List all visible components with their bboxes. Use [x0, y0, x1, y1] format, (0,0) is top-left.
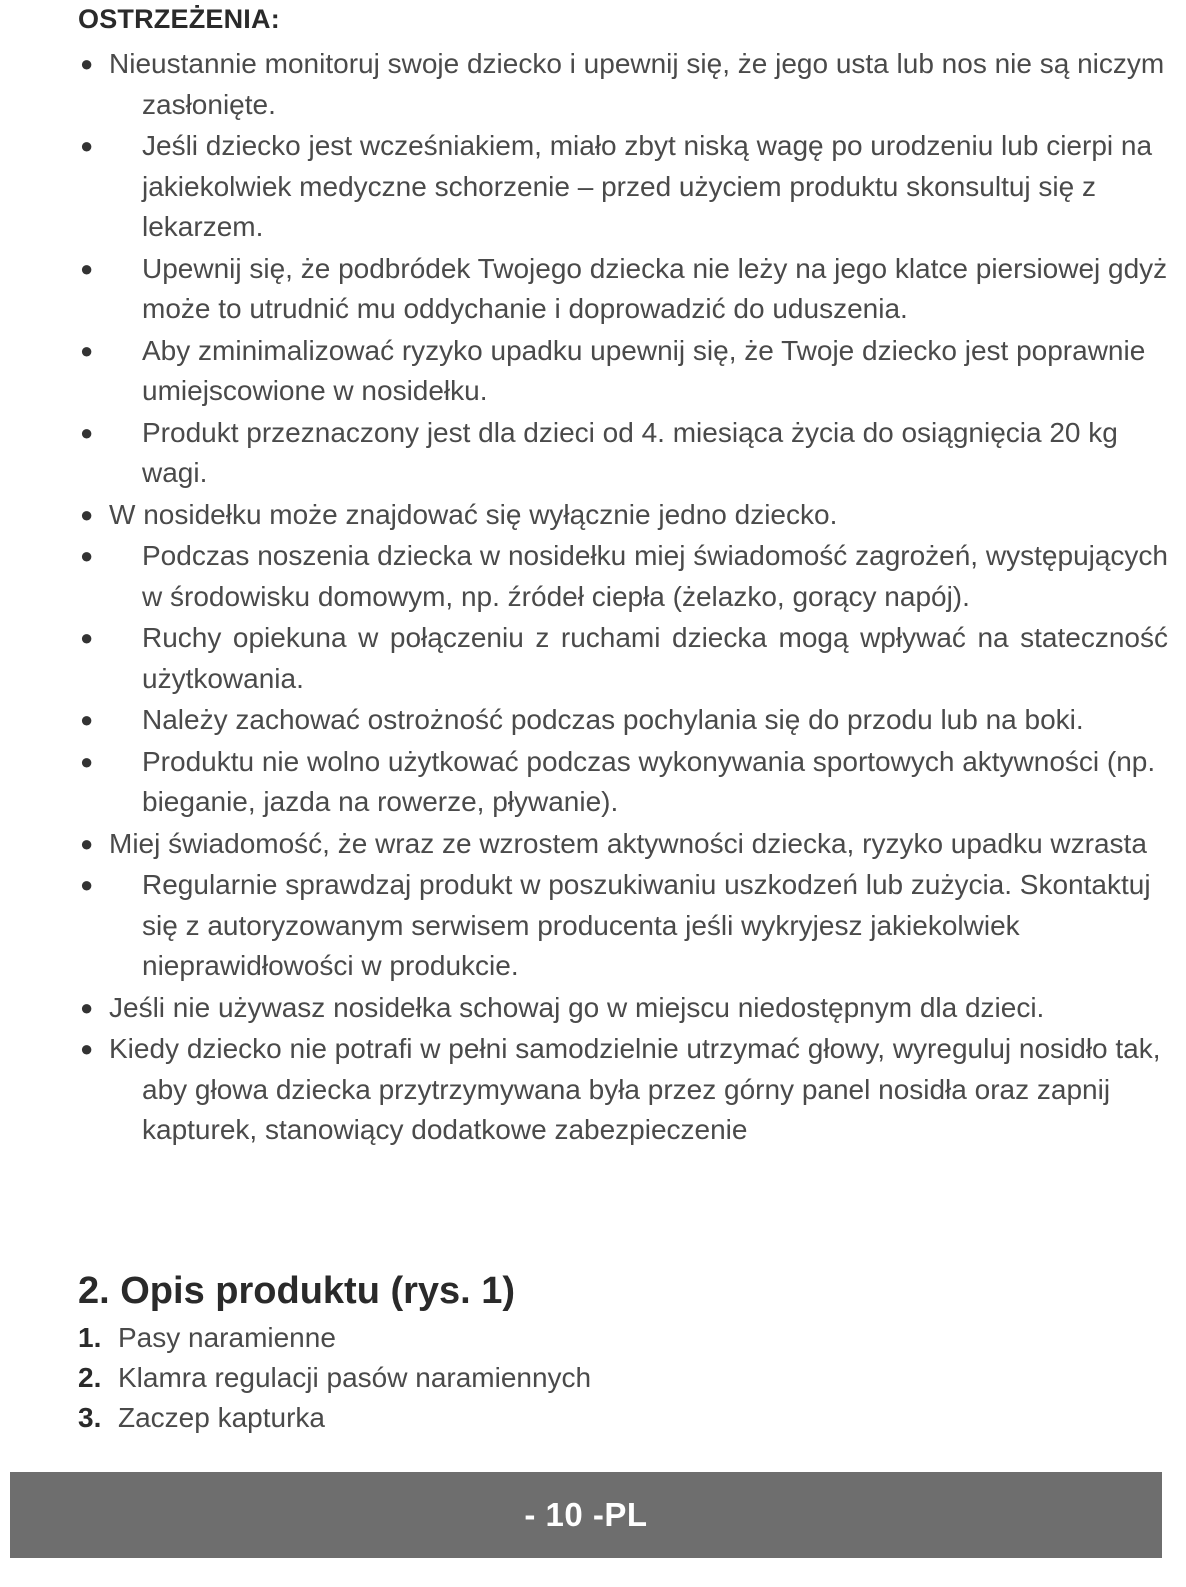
- page-number: - 10 -PL: [524, 1496, 648, 1533]
- warning-item: [78, 824, 1168, 865]
- warning-text: Nieustannie monitoruj swoje dziecko i upewnij się, że jego usta lub nos nie są niczym zasłonięte.: [109, 48, 1165, 120]
- bullet-icon: ●: [80, 419, 94, 445]
- list-item: [78, 1398, 591, 1438]
- warning-item: [78, 865, 1168, 987]
- product-parts-list: [78, 1318, 591, 1438]
- bullet-icon: ●: [80, 133, 94, 158]
- warning-text: Miej świadomość, że wraz ze wzrostem aktywności dziecka, ryzyko upadku wzrasta: [109, 827, 1147, 859]
- warning-item: [78, 495, 1168, 536]
- warning-text: Upewnij się, że podbródek Twojego dziecka nie leży na jego klatce piersiowej gdyż może to utrudnić mu oddychanie i doprowadzić do uduszenia.: [142, 252, 1168, 324]
- bullet-icon: ●: [80, 543, 94, 568]
- warning-text: Jeśli dziecko jest wcześniakiem, miało zbyt niską wagę po urodzeniu lub cierpi na jakiekolwiek medyczne schorzenie – przed użyciem produktu skonsultuj się z lekarzem.: [142, 130, 1153, 242]
- warning-text: Należy zachować ostrożność podczas pochylania się do przodu lub na boki.: [142, 704, 1084, 735]
- item-label: Zaczep kapturka: [118, 1402, 325, 1433]
- warning-item: [78, 44, 1168, 125]
- warning-text: Jeśli nie używasz nosidełka schowaj go w miejscu niedostępnym dla dzieci.: [109, 991, 1045, 1023]
- warning-item: [78, 988, 1168, 1029]
- warnings-list: [78, 44, 1168, 1152]
- list-item: [78, 1318, 591, 1358]
- warning-text: W nosidełku może znajdować się wyłącznie jedno dziecko.: [109, 498, 838, 530]
- warning-item: [78, 413, 1168, 494]
- item-number: 3.: [78, 1402, 102, 1433]
- warning-text: Produktu nie wolno użytkować podczas wykonywania sportowych aktywności (np. bieganie, jazda na rowerze, pływanie).: [142, 745, 1156, 817]
- warning-text: Kiedy dziecko nie potrafi w pełni samodzielnie utrzymać głowy, wyreguluj nosidło tak, aby głowa dziecka przytrzymywana była przez górny panel nosidła oraz zapnij kapturek, stanowiący dodatkowe zabezpieczenie: [109, 1033, 1161, 1145]
- footer-bar: [10, 1472, 1162, 1558]
- warning-text: Podczas noszenia dziecka w nosidełku miej świadomość zagrożeń, występujących w środowisku domowym, np. źródeł ciepła (żelazko, gorący napój).: [142, 540, 1168, 612]
- bullet-icon: ●: [80, 255, 94, 281]
- warning-text: Produkt przeznaczony jest dla dzieci od 4. miesiąca życia do osiągnięcia 20 kg wagi.: [142, 416, 1118, 488]
- warning-item: [78, 249, 1168, 330]
- warning-item: [78, 742, 1168, 823]
- bullet-icon: ●: [80, 501, 94, 527]
- bullet-icon: ●: [80, 872, 94, 897]
- list-item: [78, 1358, 591, 1398]
- item-label: Klamra regulacji pasów naramiennych: [118, 1362, 592, 1393]
- bullet-icon: ●: [80, 1036, 94, 1061]
- bullet-icon: ●: [80, 625, 94, 650]
- bullet-icon: ●: [80, 707, 94, 732]
- item-number: 2.: [78, 1362, 102, 1393]
- bullet-icon: ●: [80, 51, 94, 76]
- warnings-heading: OSTRZEŻENIA:: [78, 4, 280, 34]
- warning-text: Aby zminimalizować ryzyko upadku upewnij się, że Twoje dziecko jest poprawnie umiejscowione w nosidełku.: [142, 334, 1146, 406]
- item-label: Pasy naramienne: [118, 1322, 336, 1353]
- warning-item: [78, 536, 1168, 617]
- bullet-icon: ●: [80, 748, 94, 774]
- warning-item: [78, 618, 1168, 699]
- bullet-icon: ●: [80, 994, 94, 1020]
- warning-item: [78, 331, 1168, 412]
- product-description-heading: 2. Opis produktu (rys. 1): [78, 1270, 516, 1312]
- bullet-icon: ●: [80, 830, 94, 856]
- warning-item: [78, 700, 1168, 741]
- bullet-icon: ●: [80, 337, 94, 363]
- warning-item: [78, 126, 1168, 248]
- warning-item: [78, 1029, 1168, 1151]
- warning-text: Regularnie sprawdzaj produkt w poszukiwaniu uszkodzeń lub zużycia. Skontaktuj się z autoryzowanym serwisem producenta jeśli wykryjesz jakiekolwiek nieprawidłowości w produkcie.: [142, 869, 1151, 981]
- warning-text: Ruchy opiekuna w połączeniu z ruchami dziecka mogą wpływać na stateczność użytkowania.: [142, 622, 1168, 694]
- item-number: 1.: [78, 1322, 102, 1353]
